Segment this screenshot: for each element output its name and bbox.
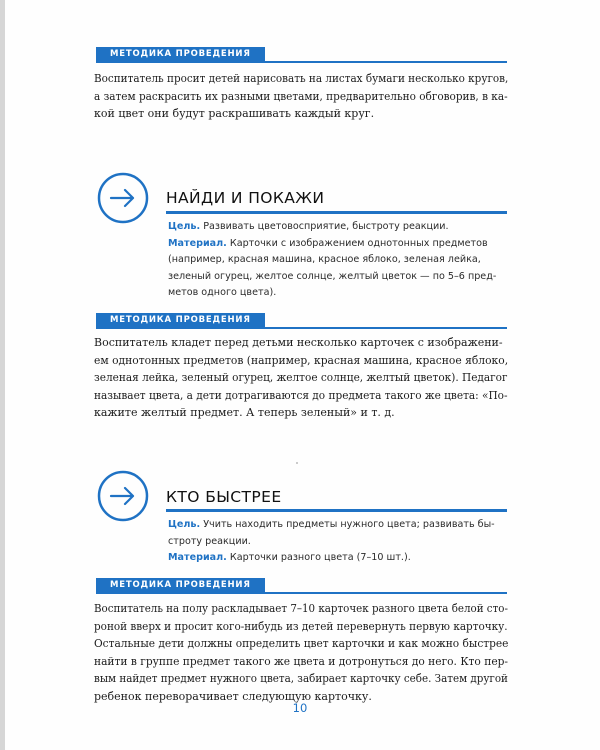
method-header-2 <box>96 313 507 329</box>
method-label: МЕТОДИКА ПРОВЕДЕНИЯ <box>96 578 265 592</box>
material-text: Карточки разного цвета (7–10 шт.). <box>226 552 411 563</box>
goal-text: Учить находить предметы нужного цвета; развивать бы- <box>200 519 495 530</box>
text-line: кой цвет они будут раскрашивать каждый круг. <box>94 107 375 120</box>
material-label: Материал. <box>168 237 227 249</box>
goal-line <box>168 219 449 236</box>
material-line <box>168 236 488 253</box>
method-text-2 <box>94 334 508 422</box>
material-label: Материал. <box>168 552 227 563</box>
text-line: Остальные дети должны определить цвет карточки и как можно быстрее <box>94 637 509 650</box>
material-line <box>168 550 411 567</box>
arrow-right-circle-icon <box>97 172 149 224</box>
goal-line <box>168 517 495 534</box>
method-text-3 <box>94 600 508 705</box>
goal-label: Цель. <box>168 519 201 530</box>
material-text-line: зеленый огурец, желтое солнце, желтый цветок — по 5–6 пред- <box>168 270 497 282</box>
method-label: МЕТОДИКА ПРОВЕДЕНИЯ <box>96 47 265 61</box>
text-line: кажите желтый предмет. А теперь зеленый» и т. д. <box>94 406 395 419</box>
method-header-3 <box>96 578 507 594</box>
text-line: вым найдет предмет нужного цвета, забирает карточку себе. Затем другой <box>94 672 508 685</box>
page-edge <box>0 0 5 750</box>
goal-text-line: строту реакции. <box>168 535 251 547</box>
text-line: а затем раскрасить их разными цветами, предварительно обговорив, в ка- <box>94 89 508 103</box>
print-speck <box>296 462 298 464</box>
text-line: называет цвета, а дети дотрагиваются до предмета такого же цвета: «По- <box>94 388 508 402</box>
page-number: 10 <box>292 701 308 715</box>
game-info-1 <box>168 219 506 302</box>
material-text-line: метов одного цвета). <box>168 287 277 298</box>
method-header-1 <box>96 47 507 63</box>
title-rule-1 <box>166 211 507 214</box>
text-line: Воспитатель просит детей нарисовать на листах бумаги несколько кругов, <box>94 72 509 85</box>
game-title-1: НАЙДИ И ПОКАЖИ <box>166 189 325 207</box>
title-rule-2 <box>166 509 507 512</box>
text-line: Воспитатель на полу раскладывает 7–10 карточек разного цвета белой сто- <box>94 602 508 615</box>
method-label: МЕТОДИКА ПРОВЕДЕНИЯ <box>96 313 265 327</box>
goal-label: Цель. <box>168 221 201 232</box>
text-line: найти в группе предмет такого же цвета и дотронуться до него. Кто пер- <box>94 654 509 668</box>
method-text-1 <box>94 70 508 123</box>
text-line: зеленая лейка, зеленый огурец, желтое солнце, желтый цветок). Педагог <box>94 371 508 384</box>
material-text-line: (например, красная машина, красное яблоко, зеленая лейка, <box>168 254 481 265</box>
material-text: Карточки с изображением однотонных предметов <box>226 237 488 249</box>
text-line: роной вверх и просит кого-нибудь из детей перевернуть первую карточку. <box>94 619 508 633</box>
game-title-2: КТО БЫСТРЕЕ <box>166 488 282 506</box>
text-line: ем однотонных предметов (например, красная машина, красное яблоко, <box>94 353 509 367</box>
goal-text: Развивать цветовосприятие, быстроту реакции. <box>200 221 449 232</box>
arrow-right-circle-icon <box>97 470 149 522</box>
text-line: ребенок переворачивает следующую карточку. <box>94 689 372 703</box>
text-line: Воспитатель кладет перед детьми несколько карточек с изображени- <box>94 336 503 349</box>
game-info-2 <box>168 517 506 567</box>
